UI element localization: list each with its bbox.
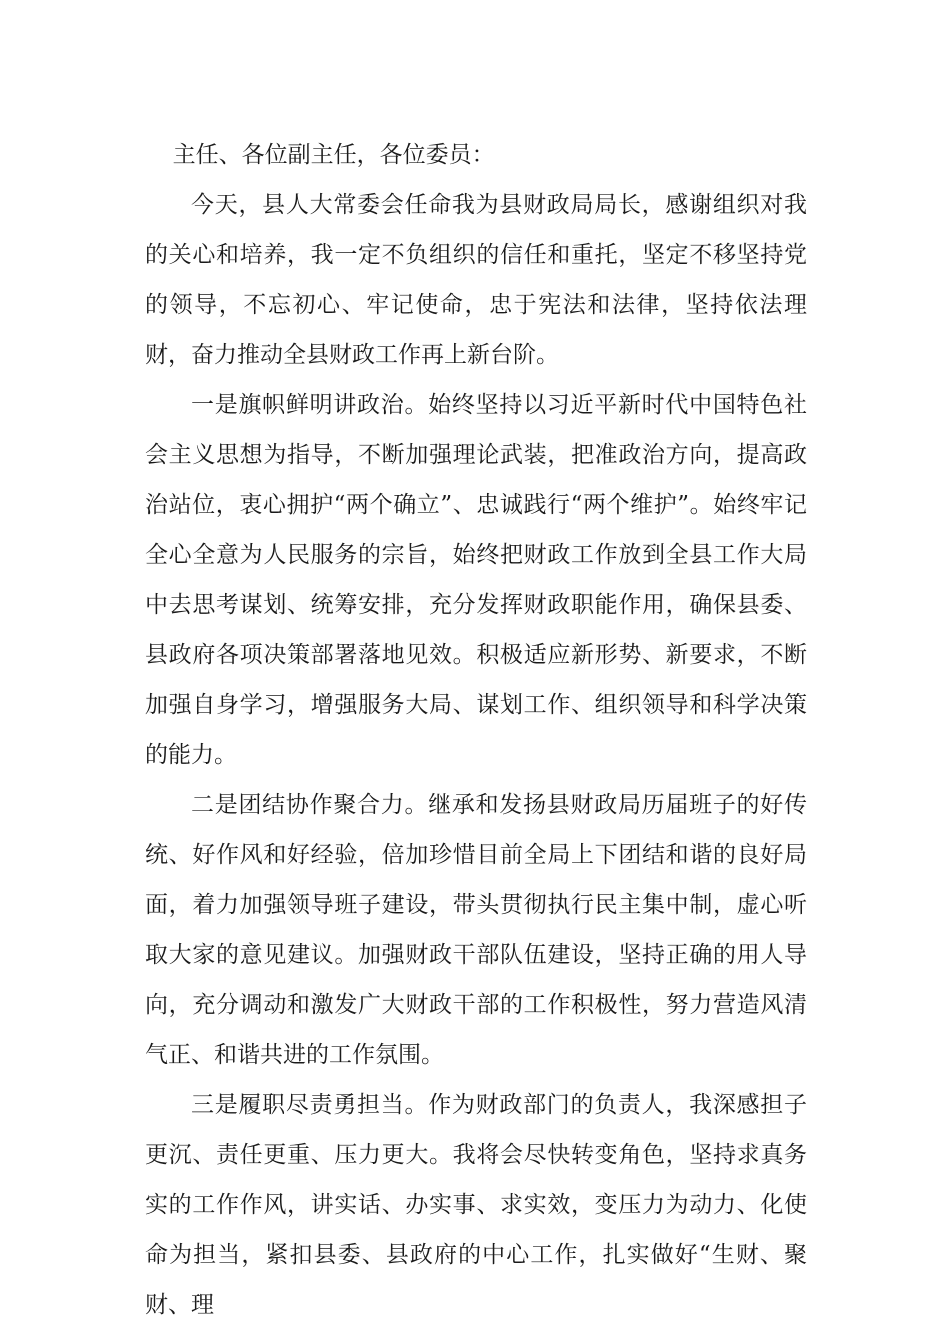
- paragraph-intro: 今天，县人大常委会任命我为县财政局局长，感谢组织对我的关心和培养，我一定不负组织的信任和重托，坚定不移坚持党的领导，不忘初心、牢记使命，忠于宪法和法律，坚持依法理财，奋力推动全县财政工作再上新台阶。: [145, 192, 807, 368]
- document-body: [145, 130, 807, 1330]
- paragraph-duty: 三是履职尽责勇担当。作为财政部门的负责人，我深感担子更沉、责任更重、压力更大。我将会尽快转变角色，坚持求真务实的工作作风，讲实话、办实事、求实效，变压力为动力、化使命为担当，紧扣县委、县政府的中心工作，扎实做好“生财、聚财、理: [145, 1092, 807, 1318]
- paragraph-unity: 二是团结协作聚合力。继承和发扬县财政局历届班子的好传统、好作风和好经验，倍加珍惜目前全局上下团结和谐的良好局面，着力加强领导班子建设，带头贯彻执行民主集中制，虚心听取大家的意见建议。加强财政干部队伍建设，坚持正确的用人导向，充分调动和激发广大财政干部的工作积极性，努力营造风清气正、和谐共进的工作氛围。: [145, 792, 807, 1068]
- greeting-line: 主任、各位副主任，各位委员：: [172, 142, 495, 168]
- paragraph-politics: 一是旗帜鲜明讲政治。始终坚持以习近平新时代中国特色社会主义思想为指导，不断加强理论武装，把准政治方向，提高政治站位，衷心拥护“两个确立”、忠诚践行“两个维护”。始终牢记全心全意为人民服务的宗旨，始终把财政工作放到全县工作大局中去思考谋划、统筹安排，充分发挥财政职能作用，确保县委、县政府各项决策部署落地见效。积极适应新形势、新要求，不断加强自身学习，增强服务大局、谋划工作、组织领导和科学决策的能力。: [145, 392, 807, 768]
